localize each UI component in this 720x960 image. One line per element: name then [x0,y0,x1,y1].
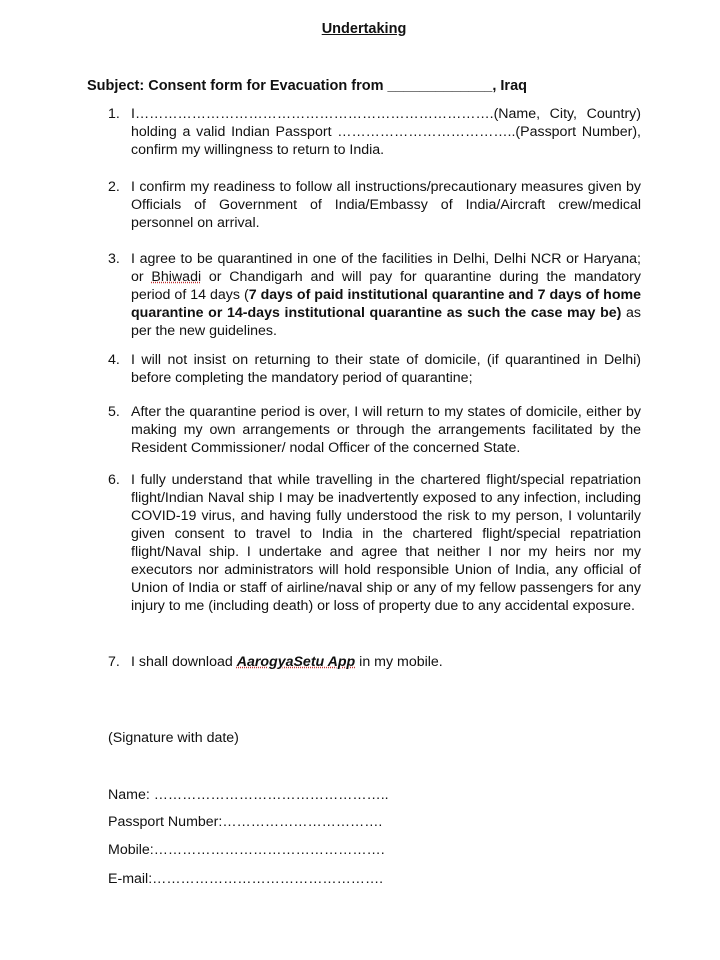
list-item-2 [108,178,641,232]
item-number: 1. [108,106,120,122]
item-number: 7. [108,654,120,670]
signature-label: (Signature with date) [108,730,239,746]
item-number: 3. [108,251,120,267]
document-title: Undertaking [321,21,407,37]
bold-clause: 7 days of paid institutional quarantine and 7 days of home quarantine or 14-days institutional quarantine as such the case may be) [131,287,642,321]
item-text: I………………………………………………………………….(Name, City, Country) holding a valid Indian Passport ………………………………..(Passport Number), confirm my willingness to return to India. [131,106,641,158]
list-item-1 [108,105,641,159]
item-text: I fully understand that while travelling in the chartered flight/special repatriation flight/Indian Naval ship I may be inadvertently exposed to any infection, including COVID-19 virus, and having fully understood the risk to my person, I voluntarily given consent to travel to India in the chartered flight/special repatriation flight/Naval ship. I undertake and agree that neither I nor my heirs nor my executors nor administrators will hold responsible Union of India, any official of Union of India or staff of airline/naval ship or any of my fellow passengers for any injury to me (including death) or loss of property due to any accidental exposure. [131,472,641,614]
app-name: AarogyaSetu App [236,654,356,670]
subject-line: Subject: Consent form for Evacuation from _____________, Iraq [87,78,527,94]
misspelled-word: Bhiwadi [151,269,202,285]
name-field: Name: ………………………………………….. [108,787,389,803]
email-field: E-mail:…………………………………………. [108,871,384,887]
item-text: I will not insist on returning to their state of domicile, (if quarantined in Delhi) before completing the mandatory period of quarantine; [131,352,641,386]
list-item-6 [108,471,641,615]
item-text: After the quarantine period is over, I will return to my states of domicile, either by making my own arrangements or through the arrangements facilitated by the Resident Commissioner/ nodal Officer of the concerned State. [131,404,641,456]
list-item-4 [108,351,641,387]
list-item-7 [108,653,641,671]
item-number: 5. [108,404,120,420]
item-number: 6. [108,472,120,488]
list-item-3 [108,250,641,340]
item-number: 4. [108,352,120,368]
mobile-field: Mobile:…………………………………………. [108,842,385,858]
list-item-5 [108,403,641,457]
passport-number-field: Passport Number:……………………………. [108,814,383,830]
item-number: 2. [108,179,120,195]
item-text: I shall download AarogyaSetu App in my mobile. [131,654,443,670]
item-text: I agree to be quarantined in one of the facilities in Delhi, Delhi NCR or Haryana; or Bhiwadi or Chandigarh and will pay for quarantine during the mandatory period of 14 days (7 days of paid institutional quarantine and 7 days of home quarantine or 14-days institutional quarantine as such the case may be) as per the new guidelines. [131,251,642,339]
item-text: I confirm my readiness to follow all instructions/precautionary measures given by Officials of Government of India/Embassy of India/Aircraft crew/medical personnel on arrival. [131,179,641,231]
